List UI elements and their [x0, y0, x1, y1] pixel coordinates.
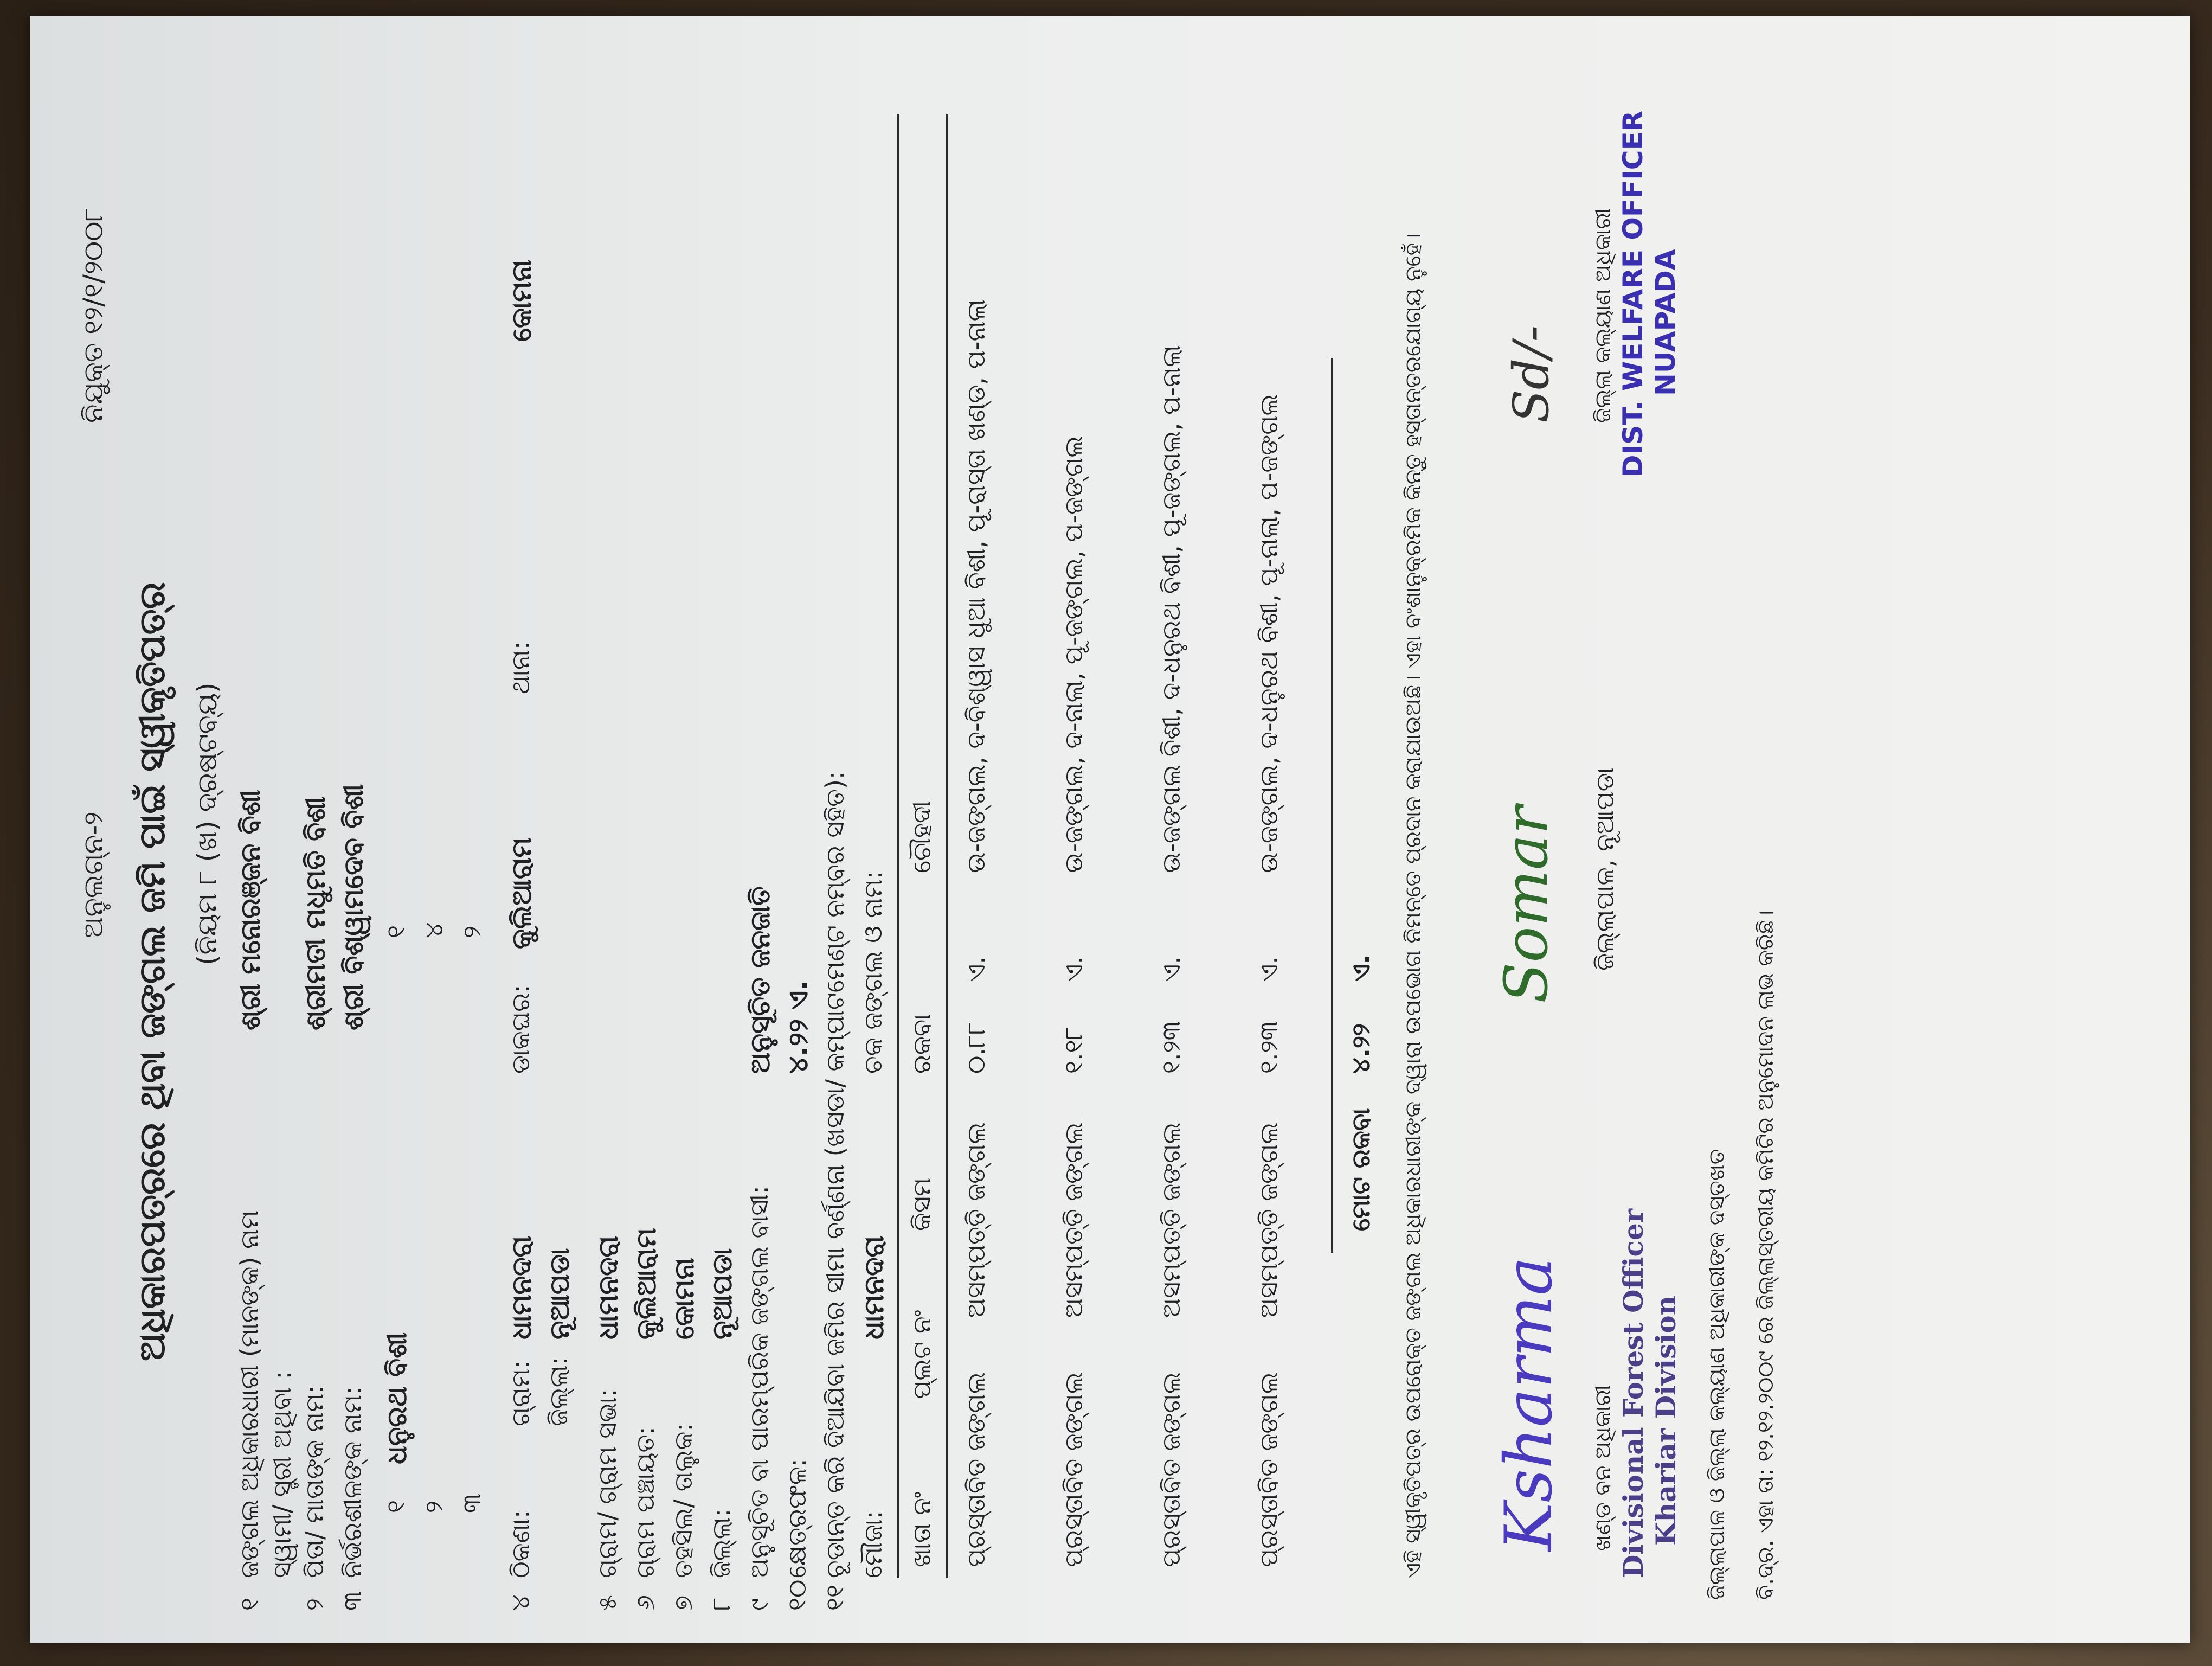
dependent-right-3: ୨	[457, 926, 486, 938]
dependent-num-1: ୧	[381, 1500, 410, 1513]
item-label-9: ଅନୁସୂଚିତ ବା ପାରମ୍ପରିକ ଜଙ୍ଗଲ ବାସୀ:	[744, 1186, 774, 1578]
item-num-6: ୬	[631, 1595, 660, 1611]
right-sign-title-odia: ଜିଲ୍ଲା କଲ୍ୟାଣ ଅଧିକାରୀ	[1591, 208, 1616, 423]
post-label: ଡାକଘର:	[506, 984, 535, 1074]
table-cell-khata-4: ପ୍ରସ୍ତାବିତ ଜଙ୍ଗଲ	[1254, 1372, 1283, 1567]
spouse-label: ସ୍ୱାମୀ/ ସ୍ତ୍ରୀ ଅଥିବା :	[267, 1371, 297, 1578]
item-label-11: ଚୂଡାନ୍ତ କରି ଦିଆଯିବା ଜମିର ସୀମା ବର୍ଣ୍ଣନା (ଖସଡା/ କମ୍ପାଟମେଣ୍ଟ ନମ୍ବର ସହିତ):	[820, 771, 850, 1578]
table-cell-chauhadi-3: ଉ-ଜଙ୍ଗଲ ବିଶୀ, ଦ-ଧନୁରଥ ବିଶୀ, ପୂ-ଜଙ୍ଗଲ, ପ-ନାଲା	[1156, 345, 1186, 873]
table-cell-khata-2: ପ୍ରସ୍ତାବିତ ଜଙ୍ଗଲ	[1059, 1372, 1088, 1567]
page-title: ଅଧିକାରପତ୍ରରେ ଥିବା ଜଙ୍ଗଲ ଜମି ପାଇଁ ସ୍ୱୀକୃତିପତ୍ର	[131, 582, 173, 1361]
mouza-label: ମୌଜା:	[858, 1510, 888, 1578]
table-cell-chauhadi-1: ଉ-ଜଙ୍ଗଲ, ଦ-ବିଶ୍ୱାସ ଧୁଆ ବିଶୀ, ପୂ-ରାସ୍ତା ଖଣ୍ଡ, ପ-ନାଲା	[961, 299, 991, 873]
total-value: ୪.୨୨	[1346, 1023, 1375, 1074]
item-label-6: ଗ୍ରାମ ପଞ୍ଚାୟତ:	[631, 1426, 660, 1578]
item-num-7: ୭	[668, 1595, 698, 1611]
field-num-2: ୨	[300, 1598, 329, 1611]
item-label-7: ତହସିଲ/ ତାଲୁକ:	[668, 1423, 698, 1578]
col-header-chauhadi: ଚୌହଦୀ	[907, 800, 936, 873]
document-content	[30, 16, 2190, 1643]
mouza-value: ଧାମନଦରା	[858, 1235, 890, 1340]
left-sign-title-2: Khariar Division	[1650, 1296, 1682, 1546]
table-cell-unit-4: ଏ.	[1254, 956, 1283, 982]
right-sign-title-1: DIST. WELFARE OFFICER	[1617, 110, 1649, 477]
item-label-10: କ୍ଷେତ୍ରଫଳ:	[782, 1458, 812, 1578]
item-value-6: କୁଲିଆରାମ	[631, 1228, 662, 1340]
field-value-parent: ଶ୍ରୀମତୀ ମଧୁମତି ବିଶୀ	[300, 796, 331, 1030]
col-header-khata: ଖାତା ନଂ	[907, 1491, 936, 1567]
table-cell-unit-3: ଏ.	[1156, 956, 1186, 982]
dependent-right-1: ୧	[381, 925, 410, 938]
rotation-frame	[30, 16, 2190, 1643]
district-label: ଜିଲ୍ଲା:	[544, 1356, 573, 1426]
village-label: ଗ୍ରାମ:	[506, 1360, 535, 1426]
middle-sign-title: ଜିଲ୍ଲାପାଳ, ନୂଆପଡା	[1590, 767, 1619, 971]
dependent-right-2: ୪	[419, 922, 448, 938]
page-subtitle: (ନିୟମ ୮ (ଖ) ଦ୍ରଷ୍ଟବ୍ୟ)	[191, 682, 223, 965]
col-header-plot: ପ୍ଲଟ ନଂ	[907, 1310, 936, 1399]
item-num-5: ୫	[593, 1595, 622, 1611]
field-num-1: ୧	[235, 1598, 264, 1611]
item-value-7: କୋମନା	[668, 1258, 700, 1340]
table-total-rule	[1331, 358, 1333, 1253]
dependent-name-1: ଧନୁରଥ ବିଶୀ	[381, 1332, 413, 1464]
address-label: ଠିକଣା:	[506, 1510, 535, 1578]
thana-value: କୋମନା	[506, 260, 537, 342]
document-paper	[30, 16, 2190, 1643]
table-cell-chauhadi-2: ଉ-ଜଙ୍ଗଲ, ଦ-ନାଲା, ପୂ-ଜଙ୍ଗଲ, ପ-ଜଙ୍ଗଲ	[1059, 435, 1088, 873]
item-value-8: ନୂଆପଡା	[706, 1248, 738, 1340]
table-cell-khata-1: ପ୍ରସ୍ତାବିତ ଜଙ୍ଗଲ	[961, 1372, 991, 1567]
thana-label: ଥାନା:	[506, 641, 535, 694]
table-top-rule	[897, 114, 899, 1578]
annexure-label: ଅନୁଲଗ୍ନ-୨	[78, 811, 109, 938]
chak-label: ଚକ ଜଙ୍ଗଲ ଓ ନାମ:	[858, 870, 888, 1074]
field-value-dependents: ଶ୍ରୀ ବିଶ୍ୱାମଦେବ ବିଶୀ	[338, 784, 369, 1030]
field-label-holder: ଜଙ୍ଗଲ ଅଧିକାରଧାରୀ (ମାନଙ୍କ) ନାମ	[235, 1210, 264, 1578]
table-cell-khata-3: ପ୍ରସ୍ତାବିତ ଜଙ୍ଗଲ	[1156, 1372, 1186, 1567]
left-sign-title-odia: ଖଣ୍ଡ ବନ ଅଧିକାରୀ	[1591, 1385, 1616, 1551]
table-cell-plot-1: ଅସମ୍ପତ୍ତି ଜଙ୍ଗଲ	[961, 1122, 991, 1318]
right-sign-title-2: NUAPADA	[1650, 249, 1681, 396]
right-signature: Sd/-	[1503, 325, 1560, 423]
table-cell-plot-4: ଅସମ୍ପତ୍ତି ଜଙ୍ଗଲ	[1254, 1122, 1283, 1318]
item-num-8: ୮	[706, 1597, 736, 1611]
table-cell-rakba-4: ୧.୨୩	[1254, 1021, 1283, 1074]
table-header-rule	[946, 114, 948, 1578]
field-label-dependents: ନିର୍ଭରଶୀଳଙ୍କ ନାମ:	[338, 1386, 367, 1578]
field-value-holder: ଶ୍ରୀ ମନୋରଞ୍ଜନ ବିଶୀ	[235, 790, 266, 1030]
table-cell-unit-1: ଏ.	[961, 956, 991, 982]
post-value: କୁଲିଆରାମ	[506, 837, 537, 949]
item-value-5: ଧାମନଦରା	[593, 1235, 624, 1340]
total-unit: ଏ.	[1346, 954, 1375, 982]
footer-note: ବି.ଦ୍ର. ଏହା ତା: ୧୨.୧୨.୨୦୦୯ ରେ ଜିଲ୍ଲାସ୍ତରୀୟ କମିଟିର ଅନୁମୋଦନ ଲାଭ କରିଛି।	[1753, 910, 1778, 1600]
left-signature: Ksharma	[1491, 1257, 1567, 1551]
field-label-parent: ପିତା/ ମାତାଙ୍କ ନାମ:	[300, 1385, 329, 1578]
dependent-num-3: ୩	[457, 1493, 486, 1513]
col-header-rakba: ରକବା	[907, 1014, 936, 1074]
field-num-3: ୩	[338, 1591, 367, 1611]
table-cell-chauhadi-4: ଉ-ଜଙ୍ଗଲ, ଦ-ଧନୁରଥ ବିଶୀ, ପୂ-ନାଲା, ପ-ଜଙ୍ଗଲ	[1254, 394, 1283, 873]
table-cell-unit-2: ଏ.	[1059, 956, 1088, 982]
item-num-10: ୧୦	[782, 1579, 812, 1611]
footer-left: ଜିଲ୍ଲାପାଳ ଓ ଜିଲ୍ଲା କଲ୍ୟାଣ ଅଧିକାରୀଙ୍କ ଦସ୍ତଖତ	[1705, 1149, 1729, 1600]
declaration-text: ଏହି ସ୍ୱୀକୃତିପତ୍ର ଉପରୋକ୍ତ ଜଙ୍ଗଲ ଅଧିକାରଧାରୀଙ୍କ ଦ୍ୱାରା ଉପଭୋଗ ନିମନ୍ତେ ପ୍ରଦାନ କରାଯାଉଅଛି। ଏହା ବଂଶାନୁକ୍ରମିକ କିନ୍ତୁ ହସ୍ତାନ୍ତରଯୋଗ୍ୟ ନୁହେଁ।	[1401, 233, 1426, 1578]
table-cell-plot-2: ଅସମ୍ପତ୍ତି ଜଙ୍ଗଲ	[1059, 1122, 1088, 1318]
date-label: ନିଯୁକ୍ତ ୧୨/୧/୨୦୦୮	[78, 207, 109, 423]
address-num: ୪	[506, 1594, 535, 1611]
middle-signature: Somar	[1491, 805, 1561, 1003]
item-label-8: ଜିଲ୍ଲା:	[706, 1508, 736, 1578]
item-num-9: ୯	[744, 1598, 774, 1611]
item-value-10: ୪.୨୨ ଏ.	[782, 980, 814, 1074]
total-label: ମୋଟ ରକବା	[1346, 1108, 1375, 1231]
item-label-5: ଗ୍ରାମ/ ଗ୍ରାମ ସଭା:	[593, 1388, 622, 1578]
table-cell-rakba-3: ୧.୨୩	[1156, 1021, 1186, 1074]
table-cell-rakba-2: ୧.୧୮	[1059, 1027, 1088, 1074]
dependent-num-2: ୨	[419, 1501, 448, 1513]
village-value: ଧାମନଦରା	[506, 1235, 537, 1340]
left-sign-title-1: Divisional Forest Officer	[1617, 1208, 1649, 1578]
district-value: ନୂଆପଡା	[544, 1248, 575, 1340]
item-num-11: ୧୧	[820, 1585, 850, 1611]
table-cell-rakba-1: ୦.୮୮	[961, 1022, 991, 1074]
table-cell-plot-3: ଅସମ୍ପତ୍ତି ଜଙ୍ଗଲ	[1156, 1122, 1186, 1318]
item-value-9: ଅନୁସୂଚିତ ଜନଜାତି	[744, 886, 776, 1074]
col-header-kisam: କିସମ	[907, 1177, 936, 1231]
